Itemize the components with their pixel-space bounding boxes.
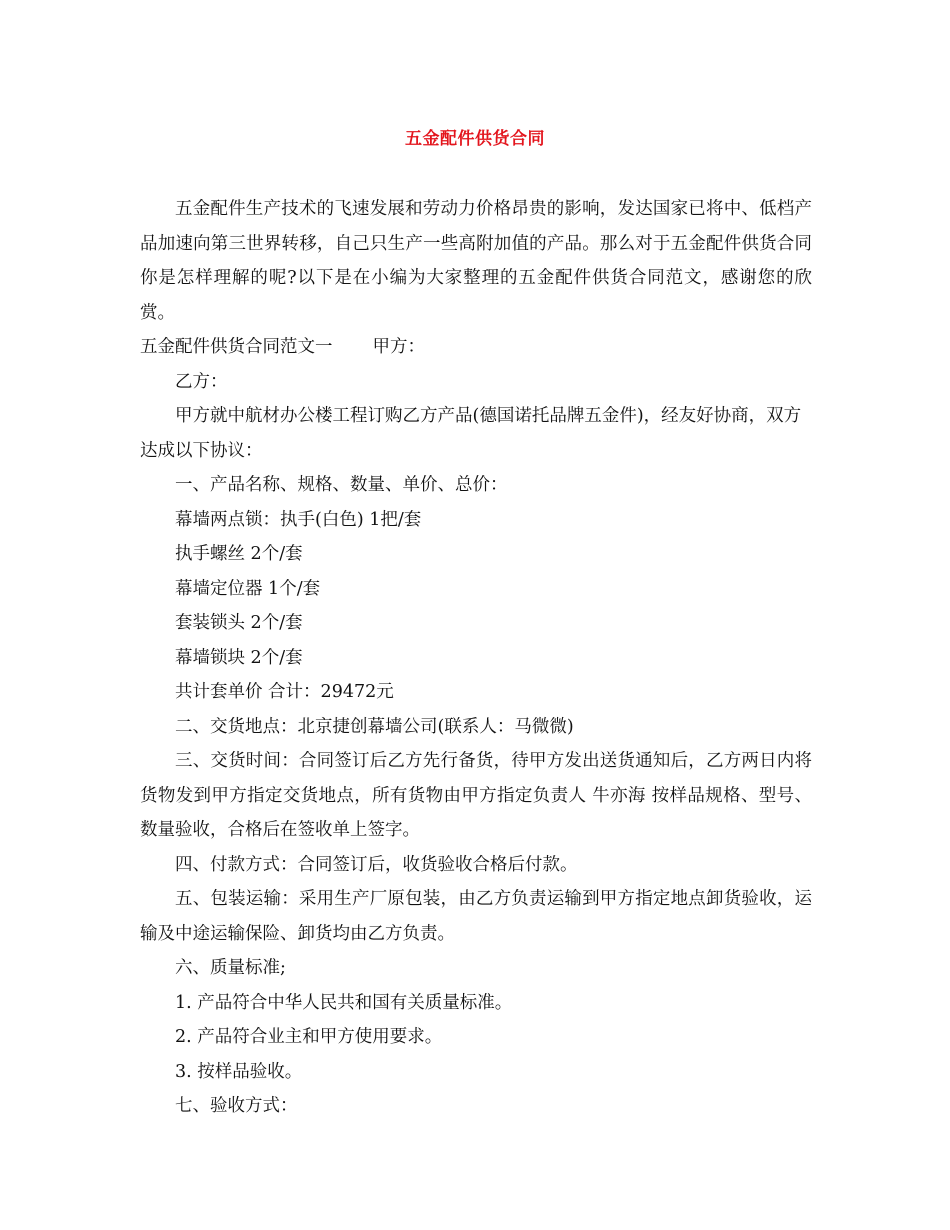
clause-6-title: 六、质量标准;: [175, 958, 286, 978]
total-line: 共计套单价 合计：29472元: [175, 682, 394, 702]
clause-7-title: 七、验收方式：: [175, 1096, 298, 1116]
product-item: 套装锁头 2个/套: [175, 613, 303, 633]
quality-item: 3. 按样品验收。: [175, 1061, 303, 1082]
document-title: 五金配件供货合同: [405, 129, 545, 149]
clause-3: 三、交货时间：合同签订后乙方先行备货，待甲方发出送货通知后，乙方两日内将货物发到甲方指定交货地点，所有货物由甲方指定负责人 牛亦海 按样品规格、型号、数量验收，合格后在签收单上签字。: [140, 751, 812, 840]
clause-1-title: 一、产品名称、规格、数量、单价、总价：: [175, 475, 508, 495]
party-a-label: 甲方：: [372, 337, 425, 357]
clause-5: 五、包装运输：采用生产厂原包装，由乙方负责运输到甲方指定地点卸货验收，运输及中途运输保险、卸货均由乙方负责。: [140, 889, 812, 944]
product-item: 幕墙定位器 1个/套: [175, 578, 321, 599]
agreement-intro: 甲方就中航材办公楼工程订购乙方产品(德国诺托品牌五金件)，经友好协商，双方达成以下协议：: [140, 406, 802, 461]
section-heading: 五金配件供货合同范文一: [140, 337, 333, 357]
product-item: 幕墙锁块 2个/套: [175, 647, 303, 668]
document-body: [140, 192, 812, 1124]
clause-2: 二、交货地点：北京捷创幕墙公司(联系人：马微微): [175, 716, 574, 737]
quality-item: 2. 产品符合业主和甲方使用要求。: [175, 1027, 443, 1047]
product-item: 执手螺丝 2个/套: [175, 544, 303, 564]
clause-4: 四、付款方式：合同签订后，收货验收合格后付款。: [175, 854, 578, 875]
section-heading-line: [140, 330, 812, 365]
intro-paragraph: 五金配件生产技术的飞速发展和劳动力价格昂贵的影响，发达国家已将中、低档产品加速向第三世界转移，自己只生产一些高附加值的产品。那么对于五金配件供货合同你是怎样理解的呢?以下是在小编为大家整理的五金配件供货合同范文，感谢您的欣赏。: [140, 199, 812, 323]
quality-item: 1. 产品符合中华人民共和国有关质量标准。: [175, 992, 513, 1013]
party-b-label: 乙方：: [175, 371, 228, 392]
product-item: 幕墙两点锁：执手(白色) 1把/套: [175, 509, 422, 530]
